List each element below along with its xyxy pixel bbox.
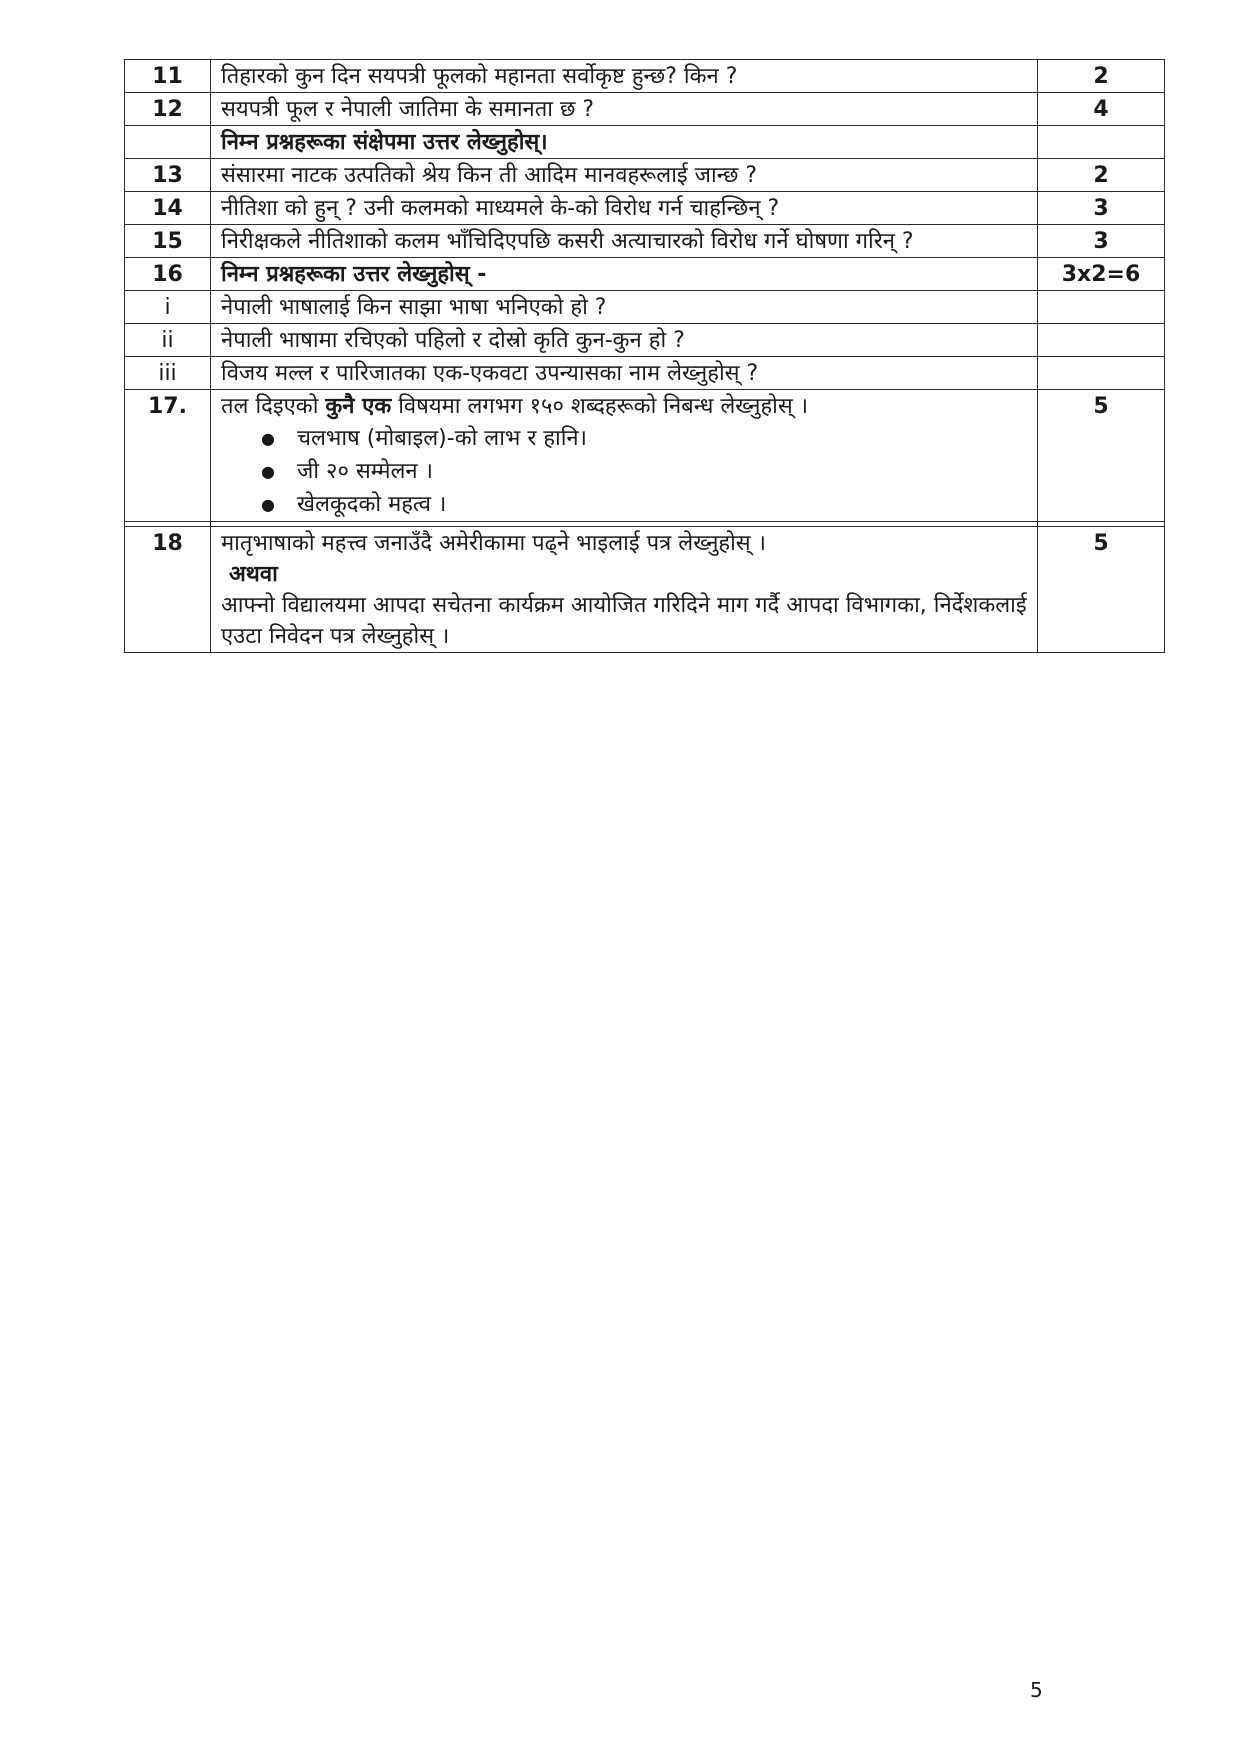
question-text: निम्न प्रश्नहरूका उत्तर लेख्नुहोस् -: [211, 258, 1038, 291]
question-number: 12: [125, 93, 211, 126]
question-number: 15: [125, 225, 211, 258]
question-number: 14: [125, 192, 211, 225]
question-text: निरीक्षकले नीतिशाको कलम भाँचिदिएपछि कसरी अत्याचारको विरोध गर्ने घोषणा गरिन् ?: [211, 225, 1038, 258]
bullet-icon: ●: [261, 429, 275, 448]
letter-prompt: मातृभाषाको महत्त्व जनाउँदै अमेरीकामा पढ्ने भाइलाई पत्र लेख्नुहोस् ।: [221, 531, 767, 556]
question-marks: 3x2=6: [1038, 258, 1165, 291]
sub-question-text: विजय मल्ल र पारिजातका एक-एकवटा उपन्यासका नाम लेख्नुहोस् ?: [211, 357, 1038, 390]
question-text: तिहारको कुन दिन सयपत्री फूलको महानता सर्वोकृष्ट हुन्छ? किन ?: [211, 60, 1038, 93]
question-text-essay: [211, 390, 1038, 522]
table-row-q13: [125, 159, 1165, 192]
table-row-q16-i: [125, 291, 1165, 324]
empty-marks-cell: [1038, 324, 1165, 357]
question-marks: 4: [1038, 93, 1165, 126]
essay-topic: जी २० सम्मेलन ।: [297, 459, 433, 484]
table-row-q17: [125, 390, 1165, 522]
sub-question-text: नेपाली भाषालाई किन साझा भाषा भनिएको हो ?: [211, 291, 1038, 324]
question-number: 11: [125, 60, 211, 93]
empty-number-cell: [125, 126, 211, 159]
essay-topic-list: [221, 422, 1027, 521]
table-row-q16: [125, 258, 1165, 291]
question-marks: 5: [1038, 390, 1165, 522]
question-table: [124, 59, 1165, 653]
page-number: 5: [1030, 1678, 1043, 1702]
essay-prompt-emphasis: कुनै एक: [325, 394, 392, 419]
question-marks: 3: [1038, 192, 1165, 225]
letter-alt-prompt: आफ्नो विद्यालयमा आपदा सचेतना कार्यक्रम आयोजित गरिदिने माग गर्दै आपदा विभागका, निर्देशकलाई एउटा निवेदन पत्र लेख्नुहोस् ।: [221, 593, 1027, 649]
question-number: 18: [125, 527, 211, 653]
section-heading: निम्न प्रश्नहरूका संक्षेपमा उत्तर लेख्नुहोस्।: [211, 126, 1038, 159]
table-row-section-heading: [125, 126, 1165, 159]
empty-marks-cell: [1038, 291, 1165, 324]
list-item: [261, 422, 1027, 455]
sub-question-number: iii: [125, 357, 211, 390]
sub-question-number: ii: [125, 324, 211, 357]
question-number: 16: [125, 258, 211, 291]
question-marks: 3: [1038, 225, 1165, 258]
list-item: [261, 455, 1027, 488]
question-text: संसारमा नाटक उत्पतिको श्रेय किन ती आदिम मानवहरूलाई जान्छ ?: [211, 159, 1038, 192]
table-row-q16-iii: [125, 357, 1165, 390]
question-marks: 2: [1038, 60, 1165, 93]
essay-prompt-start: तल दिइएको: [221, 394, 326, 419]
bullet-icon: ●: [261, 495, 275, 514]
question-text: सयपत्री फूल र नेपाली जातिमा के समानता छ ?: [211, 93, 1038, 126]
essay-topic: खेलकूदको महत्व ।: [297, 492, 447, 517]
sub-question-number: i: [125, 291, 211, 324]
essay-prompt-end: विषयमा लगभग १५० शब्दहरूको निबन्ध लेख्नुहोस् ।: [391, 394, 809, 419]
question-number: 17.: [125, 390, 211, 522]
question-marks: 5: [1038, 527, 1165, 653]
empty-marks-cell: [1038, 357, 1165, 390]
question-number: 13: [125, 159, 211, 192]
table-row-q18: [125, 527, 1165, 653]
essay-topic: चलभाष (मोबाइल)-को लाभ र हानि।: [297, 426, 587, 451]
question-text-letter: [211, 527, 1038, 653]
table-row-q15: [125, 225, 1165, 258]
or-label: अथवा: [229, 562, 278, 587]
bullet-icon: ●: [261, 462, 275, 481]
table-row-q14: [125, 192, 1165, 225]
question-text: नीतिशा को हुन् ? उनी कलमको माध्यमले के-को विरोध गर्न चाहन्छिन् ?: [211, 192, 1038, 225]
sub-question-text: नेपाली भाषामा रचिएको पहिलो र दोस्रो कृति कुन-कुन हो ?: [211, 324, 1038, 357]
list-item: [261, 488, 1027, 521]
table-row-q16-ii: [125, 324, 1165, 357]
question-marks: 2: [1038, 159, 1165, 192]
empty-marks-cell: [1038, 126, 1165, 159]
table-row-q12: [125, 93, 1165, 126]
table-row-q11: [125, 60, 1165, 93]
